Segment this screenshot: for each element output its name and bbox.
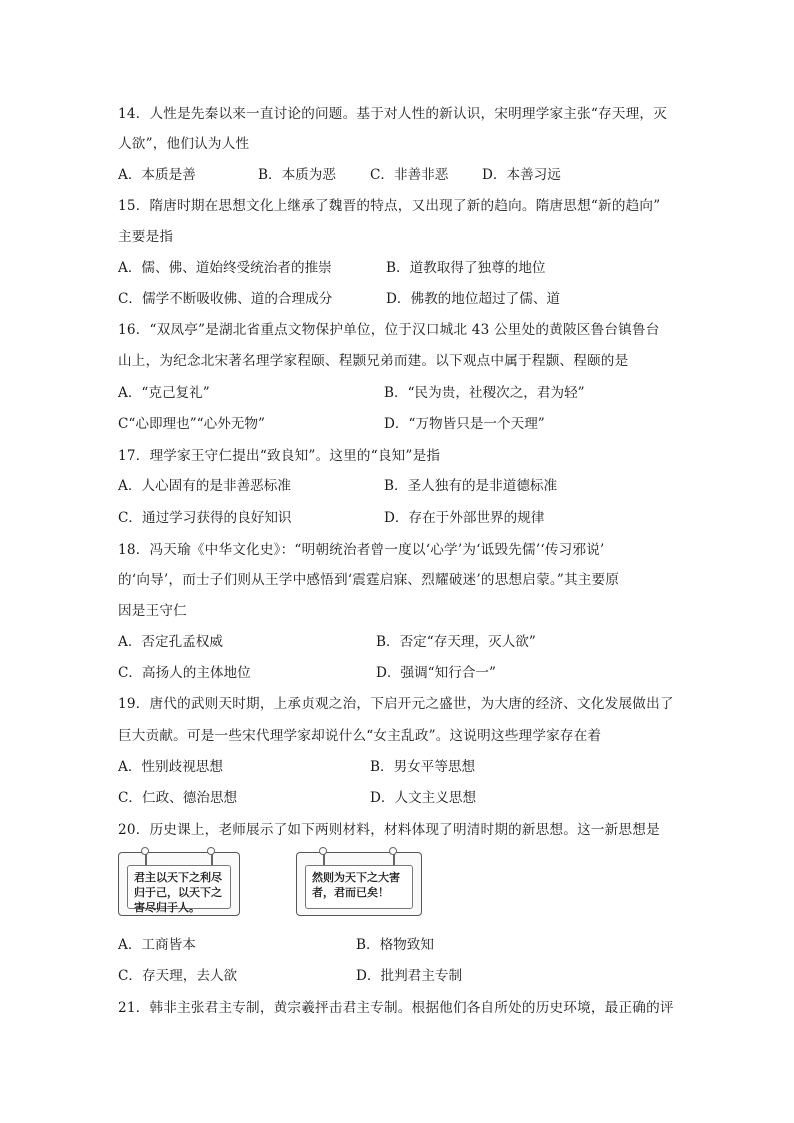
option-b: B．格物致知 (356, 937, 434, 953)
question-18-line-3: 因是王守仁 (118, 603, 187, 619)
option-c: C“心即理也”“心外无物” (118, 416, 265, 432)
material-text-2: 然则为天下之大害者，君而已矣！ (305, 865, 413, 909)
option-c: C．儒学不断吸收佛、道的合理成分 (118, 291, 333, 307)
pin-icon (207, 851, 217, 865)
question-20-line-1: 20．历史课上，老师展示了如下两则材料，材料体现了明清时期的新思想。这一新思想是 (118, 822, 660, 838)
question-17-line-1: 17．理学家王守仁提出“致良知”。这里的“良知”是指 (118, 448, 441, 464)
option-a: A．工商皆本 (118, 937, 196, 953)
question-21-line-1: 21．韩非主张君主专制，黄宗羲抨击君主专制。根据他们各自所处的历史环境，最正确的评 (118, 1000, 674, 1016)
material-figure (118, 852, 424, 918)
pin-icon (389, 851, 399, 865)
pin-icon (319, 851, 329, 865)
question-16-line-1: 16．“双凤亭”是湖北省重点文物保护单位，位于汉口城北 43 公里处的黄陂区鲁台镇鲁台 (118, 322, 660, 338)
option-b: B．否定“存天理，灭人欲” (376, 634, 536, 650)
option-a: A．本质是善 (118, 167, 196, 183)
option-d: D．存在于外部世界的规律 (384, 510, 545, 526)
option-d: D．人文主义思想 (370, 790, 477, 806)
question-19-line-2: 巨大贡献。可是一些宋代理学家却说什么“女主乱政”。这说明这些理学家存在着 (118, 728, 602, 744)
option-b: B．本质为恶 (258, 167, 336, 183)
question-14-line-1: 14．人性是先秦以来一直讨论的问题。基于对人性的新认识，宋明理学家主张“存天理，灭 (118, 106, 668, 122)
pin-icon (141, 851, 151, 865)
question-16-line-2: 山上，为纪念北宋著名理学家程颐、程颢兄弟而建。以下观点中属于程颢、程颐的是 (118, 353, 629, 369)
question-19-line-1: 19．唐代的武则天时期，上承贞观之治，下启开元之盛世，为大唐的经济、文化发展做出了 (118, 696, 674, 712)
option-d: D．批判君主专制 (356, 968, 463, 984)
option-a: A．性别歧视思想 (118, 759, 223, 775)
option-c: C．非善非恶 (370, 167, 449, 183)
option-a: A．儒、佛、道始终受统治者的推崇 (118, 260, 332, 276)
option-c: C．存天理，去人欲 (118, 968, 238, 984)
option-c: C．仁政、德治思想 (118, 790, 238, 806)
question-15-line-2: 主要是指 (118, 229, 174, 245)
material-card-1 (118, 852, 240, 916)
option-b: B．男女平等思想 (370, 759, 476, 775)
question-18-line-2: 的‘向导’，而士子们则从王学中感悟到‘震霆启寐、烈耀破迷’的思想启蒙。”其主要原 (118, 572, 620, 588)
option-d: D．佛教的地位超过了儒、道 (386, 291, 561, 307)
question-14-line-2: 人欲”，他们认为人性 (118, 136, 250, 152)
option-b: B．“民为贵，社稷次之，君为轻” (384, 385, 585, 401)
option-d: D．“万物皆只是一个天理” (384, 416, 545, 432)
option-d: D．本善习远 (482, 167, 561, 183)
option-c: C．高扬人的主体地位 (118, 665, 251, 681)
option-b: B．道教取得了独尊的地位 (386, 260, 546, 276)
option-d: D．强调“知行合一” (376, 665, 496, 681)
question-15-line-1: 15．隋唐时期在思想文化上继承了魏晋的特点，又出现了新的趋向。隋唐思想“新的趋向” (118, 198, 661, 214)
option-a: A．人心固有的是非善恶标准 (118, 478, 291, 494)
material-card-2 (296, 852, 422, 916)
material-text-1: 君主以天下之利尽归于己，以天下之害尽归于人。 (127, 865, 231, 909)
option-a: A．“克己复礼” (118, 385, 210, 401)
option-c: C．通过学习获得的良好知识 (118, 510, 292, 526)
option-b: B．圣人独有的是非道德标准 (384, 478, 558, 494)
option-a: A．否定孔孟权威 (118, 634, 223, 650)
question-18-line-1: 18．冯天瑜《中华文化史》：“明朝统治者曾一度以‘心学’为‘诋毁先儒’‘传习邪说’ (118, 542, 605, 558)
